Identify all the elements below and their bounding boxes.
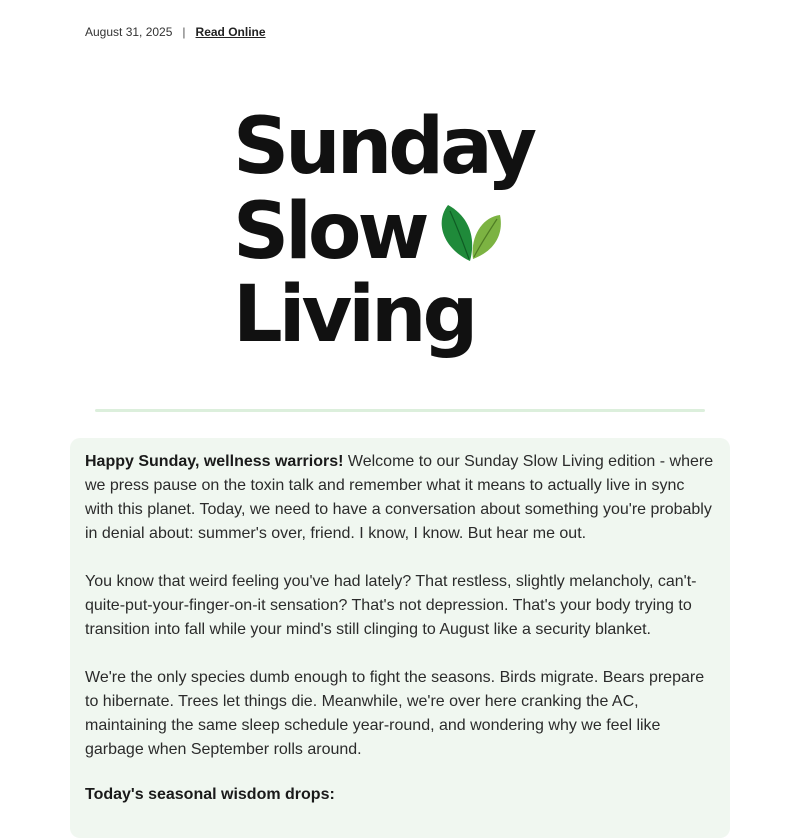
email-header	[85, 25, 266, 39]
header-separator: |	[182, 25, 186, 39]
intro-text: Welcome to our Sunday Slow Living edition - where we press pause on the toxin talk and remember what it means to actually live in sync with this planet. Today, we need to have a conversation about something you're probably in denial about: summer's over, friend. I know, I know. But hear me out.	[85, 453, 714, 542]
logo-line-slow: Slow	[233, 187, 426, 277]
intro-greeting: Happy Sunday, wellness warriors!	[85, 453, 344, 470]
paragraph-seasons: We're the only species dumb enough to fight the seasons. Birds migrate. Bears prepare to hibernate. Trees let things die. Meanwhile, we're over here cranking the AC, maintaining the same sleep schedule year-round, and wondering why we feel like garbage when September rolls around.	[85, 669, 705, 758]
leaf-left-icon	[442, 205, 473, 261]
content-card	[70, 438, 730, 838]
leaf-icon	[440, 203, 504, 265]
paragraph-feeling: You know that weird feeling you've had lately? That restless, slightly melancholy, can't-quite-put-your-finger-on-it sensation? That's not depression. That's your body trying to transition into fall while your mind's still clinging to August like a security blanket.	[85, 573, 697, 638]
intro-paragraph	[85, 450, 715, 546]
logo-line-living: Living	[233, 270, 475, 360]
logo-line-sunday: Sunday	[233, 102, 534, 192]
issue-date: August 31, 2025	[85, 25, 173, 39]
read-online-link[interactable]: Read Online	[195, 25, 266, 39]
header-divider	[95, 409, 705, 412]
newsletter-logo	[233, 102, 563, 388]
section-title-wisdom: Today's seasonal wisdom drops:	[85, 786, 335, 803]
